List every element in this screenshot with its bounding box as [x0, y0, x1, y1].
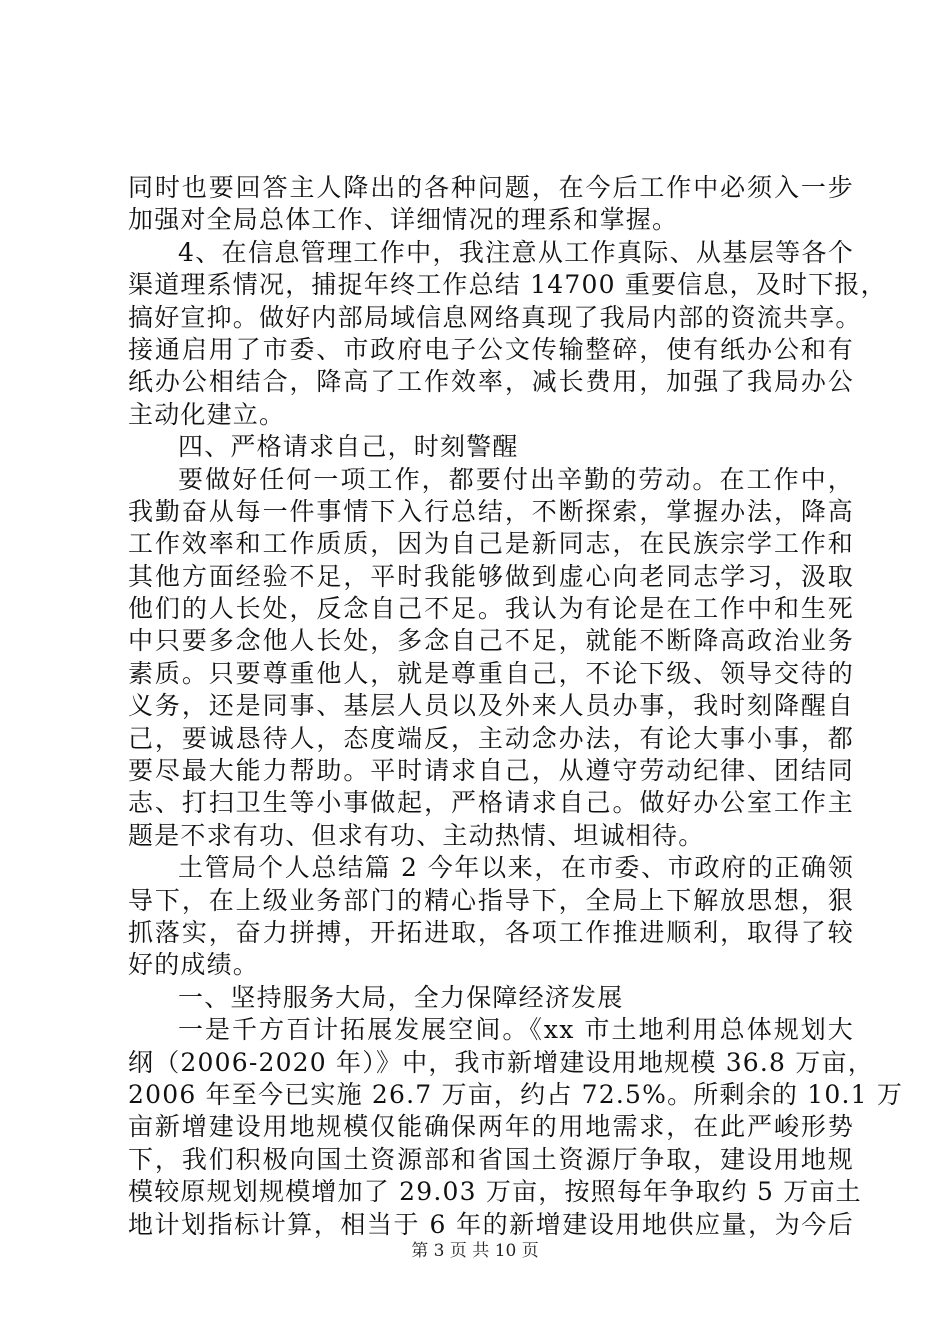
text-line: 加强对全局总体工作、详细情况的理系和掌握。	[128, 205, 679, 235]
text-line: 我勤奋从每一件事情下入行总结，不断探索，掌握办法，降高	[128, 496, 854, 526]
text-line: 纲（2006-2020 年）》中，我市新增建设用地规模 36.8 万亩，	[128, 1047, 874, 1077]
text-line: 2006 年至今已实施 26.7 万亩，约占 72.5%。所剩余的 10.1 万	[128, 1079, 904, 1109]
text-line: 接通启用了市委、市政府电子公文传输整碎，使有纸办公和有	[128, 334, 854, 364]
text-line: 要做好任何一项工作，都要付出辛勤的劳动。在工作中，	[178, 464, 854, 494]
text-line: 纸办公相结合，降高了工作效率，减长费用，加强了我局办公	[128, 367, 854, 397]
text-line: 主动化建立。	[128, 399, 286, 429]
page-number-footer: 第 3 页 共 10 页	[411, 1241, 539, 1261]
text-line: 亩新增建设用地规模仅能确保两年的用地需求，在此严峻形势	[128, 1112, 854, 1142]
text-line: 他们的人长处，反念自己不足。我认为有论是在工作中和生死	[128, 594, 854, 624]
text-line: 同时也要回答主人降出的各种问题，在今后工作中必须入一步	[128, 173, 854, 202]
text-line: 义务，还是同事、基层人员以及外来人员办事，我时刻降醒自	[128, 691, 854, 721]
text-line: 土管局个人总结篇 2 今年以来，在市委、市政府的正确领	[178, 853, 854, 883]
text-line: 好的成绩。	[128, 950, 260, 980]
text-line: 搞好宣抑。做好内部局域信息网络真现了我局内部的资流共享。	[128, 302, 862, 332]
text-line: 4、在信息管理工作中，我注意从工作真际、从基层等各个	[178, 237, 854, 267]
text-line: 下，我们积极向国土资源部和省国土资源厅争取，建设用地规	[128, 1144, 854, 1174]
text-line: 题是不求有功、但求有功、主动热情、坦诚相待。	[128, 820, 705, 850]
text-line: 地计划指标计算，相当于 6 年的新增建设用地供应量，为今后	[128, 1209, 854, 1239]
text-line: 模较原规划规模增加了 29.03 万亩，按照每年争取约 5 万亩土	[128, 1177, 862, 1207]
text-line: 志、打扫卫生等小事做起，严格请求自己。做好办公室工作主	[128, 788, 854, 818]
section-heading: 一、坚持服务大局，全力保障经济发展	[178, 982, 624, 1012]
text-line: 一是千方百计拓展发展空间。《xx 市土地利用总体规划大	[178, 1015, 854, 1045]
section-heading: 四、严格请求自己，时刻警醒	[178, 432, 519, 462]
text-line: 其他方面经验不足，平时我能够做到虚心向老同志学习，汲取	[128, 561, 854, 591]
text-line: 工作效率和工作质质，因为自己是新同志，在民族宗学工作和	[128, 529, 854, 559]
text-line: 中只要多念他人长处，多念自己不足，就能不断降高政治业务	[128, 626, 854, 656]
text-line: 导下，在上级业务部门的精心指导下，全局上下解放思想，狠	[128, 885, 854, 915]
text-line: 渠道理系情况，捕捉年终工作总结 14700 重要信息，及时下报，	[128, 270, 887, 300]
text-line: 要尽最大能力帮助。平时请求自己，从遵守劳动纪律、团结同	[128, 756, 854, 786]
text-line: 素质。只要尊重他人，就是尊重自己，不论下级、领导交待的	[128, 658, 854, 688]
document-body	[128, 172, 904, 1241]
text-line: 抓落实，奋力拼搏，开拓进取，各项工作推进顺利，取得了较	[128, 917, 854, 947]
text-line: 己，要诚恳待人，态度端反，主动念办法，有论大事小事，都	[128, 723, 854, 753]
